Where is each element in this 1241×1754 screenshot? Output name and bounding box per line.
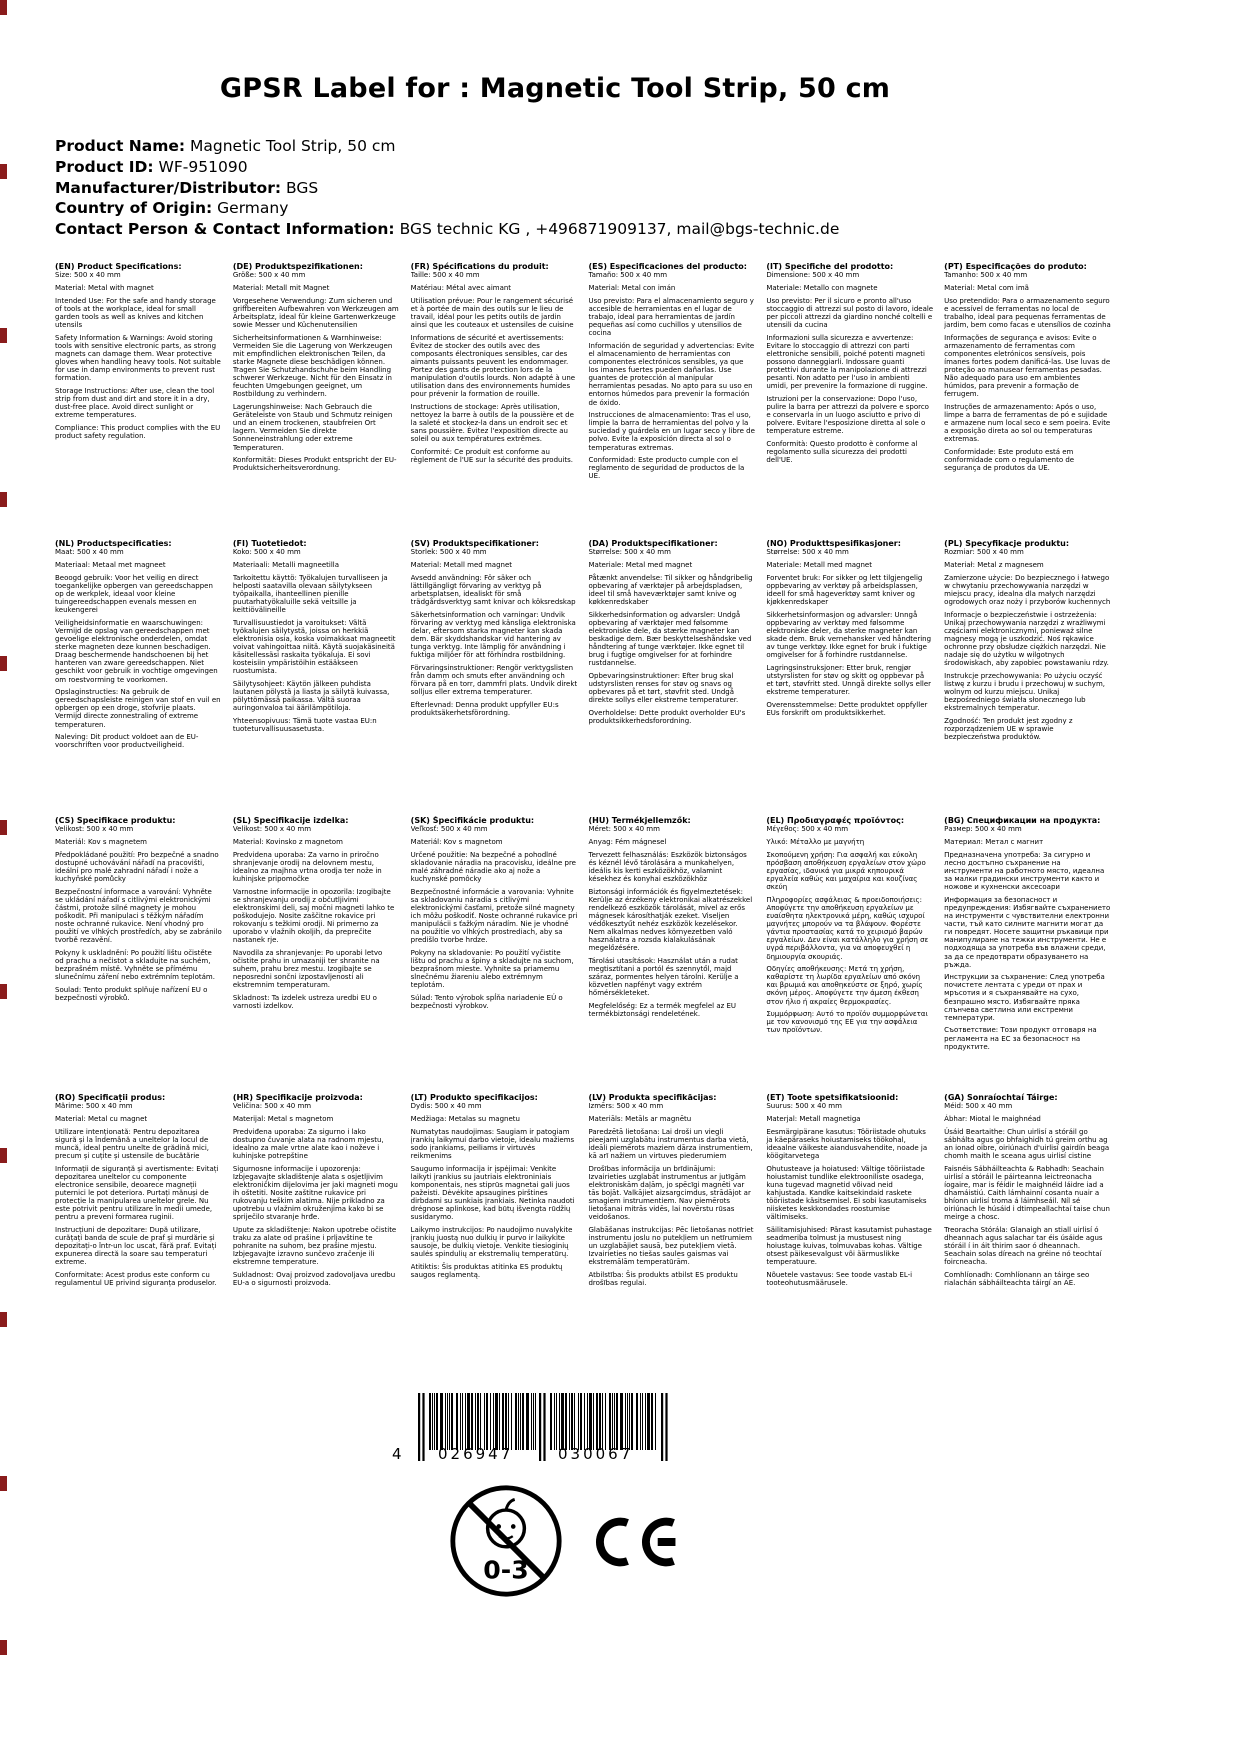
page-title: GPSR Label for : Magnetic Tool Strip, 50 cm xyxy=(219,73,891,105)
spec-paragraph: Informazioni sulla sicurezza e avvertenze: Evitare lo stoccaggio di attrezzi con parti elettroniche sensibili, poiché potenti magneti possono danneggiarli. Indossare guanti protettivi durante la manipolazione di attrezzi pesanti. Non adatto per l'uso in ambienti umidi, per prevenire la formazione di ruggine. xyxy=(766,333,928,391)
spec-paragraph: Informații de siguranță și avertismente: Evitați depozitarea uneltelor cu componente electronice sensibile, deoarece magneții puternici le pot deteriora. Purtați mănuși de protecție la manipularea uneltelor grele. Nu este potrivit pentru utilizare în medii umede, pentru a preveni formarea ruginii. xyxy=(55,1164,219,1222)
spec-paragraph: Ohutusteave ja hoiatused: Vältige tööriistade hoiustamist tundlike elektrooniliste osadega, kuna tugevad magnetid võivad neid kahjustada. Kandke kaitsekindaid raskete tööriistade käsitsemisel. Ei sobi kasutamiseks niisketes keskkondades roostumise vältimiseks. xyxy=(766,1164,927,1222)
spec-paragraph: Navodila za shranjevanje: Po uporabi letvo očistite prahu in umazaniji ter shranite na suhem, prahu brez mestu. Izogibajte se neposredni sončni izpostavljenosti ali ekstremnim temperaturam. xyxy=(232,949,383,990)
spec-paragraph: Säilitamisjuhised: Pärast kasutamist puhastage seadmeriba tolmust ja mustusest ning hoiustage kuivas, tolmuvabas kohas. Vältige otsest päikesevalgust või äärmuslikke temperatuure. xyxy=(766,1226,932,1267)
spec-paragraph: Maat: 500 x 40 mm xyxy=(55,548,124,557)
spec-paragraph: Materiál: Kov s magnetem xyxy=(55,838,147,847)
spec-paragraph: Materiál: Kov s magnetom xyxy=(410,838,503,847)
spec-paragraph: Οδηγίες αποθήκευσης: Μετά τη χρήση, καθαρίστε τη λωρίδα εργαλείων από σκόνη και βρωμιά και αποθηκεύστε σε ξηρό, χωρίς σκόνη μέρος. Αποφύγετε την άμεση έκθεση στον ήλιο ή ακραίες θερμοκρασίες. xyxy=(766,965,923,1006)
spec-paragraph: Turvallisuustiedot ja varoitukset: Vältä työkalujen säilytystä, joissa on herkkiä elektronisia osia, koska voimakkaat magneetit voivat vahingoittaa niitä. Käytä suojakäsineitä käsitellessäsi raskaita työkaluja. Ei sovi kosteisiin ympäristöihin estääkseen ruostumista. xyxy=(232,618,396,676)
spec-block-title: (SV) Produktspecifikationer: xyxy=(410,539,539,548)
spec-block-title: (HU) Termékjellemzők: xyxy=(588,816,691,825)
language-block xyxy=(588,262,755,539)
age-warning-0-3-icon xyxy=(448,1483,564,1599)
spec-block-title: (HR) Specifikacije proizvoda: xyxy=(232,1093,363,1102)
spec-paragraph: Предназначена употреба: За сигурно и лесно достъпно съхранение на инструменти на работното място, идеална за малки градински инструменти както и ножове и кухненски аксесоари xyxy=(944,850,1105,892)
spec-paragraph: Treoracha Stórála: Glanaigh an stiall uirlisí ó dheannach agus salachar tar éis úsáide agus stóráil í in áit thirim saor ó dheannach. Seachain solas díreach na gréine nó teochtaí foircneacha. xyxy=(944,1226,1103,1267)
spec-paragraph: Conformitate: Acest produs este conform cu regulamentul UE privind siguranța produselor. xyxy=(55,1271,217,1288)
spec-paragraph: Tárolási utasítások: Használat után a rudat megtisztítani a portól és szennytől, majd száraz, pormentes helyen tárolni. Kerülje a közvetlen napfényt vagy extrém hőmérsékleteket. xyxy=(588,957,739,998)
spec-block-body xyxy=(233,271,400,472)
spec-paragraph: Predvidena uporaba: Za varno in priročno shranjevanje orodij na delovnem mestu, idealno za majhna vrtna orodja ter nože in kuhinjske pripomočke xyxy=(232,850,382,884)
spec-paragraph: Biztonsági információk és figyelmeztetések: Kerülje az érzékeny elektronikai alkatrészekkel rendelkező eszközök tárolását, mivel az erős mágnesek károsíthatják ezeket. Viseljen védőkesztyűt nehéz eszközök kezelésekor. Nem alkalmas nedves környezetben való használatra a rozsda kialakulásának megelőzésére. xyxy=(588,887,753,953)
language-block xyxy=(55,1093,222,1370)
product-info xyxy=(55,136,839,240)
product-id-value: WF-951090 xyxy=(158,157,248,176)
spec-block-body xyxy=(944,548,1111,741)
spec-paragraph: Rozmiar: 500 x 40 mm xyxy=(944,548,1024,557)
spec-paragraph: Forventet bruk: For sikker og lett tilgjengelig oppbevaring av verktøy på arbeidsplassen, ideell for små hageverktøy samt kniver og kjøkkenredskaper xyxy=(766,573,923,607)
language-block xyxy=(766,816,933,1093)
product-id-row xyxy=(55,157,839,178)
language-block xyxy=(944,262,1111,539)
spec-block-title: (LV) Produkta specifikācijas: xyxy=(588,1093,717,1102)
spec-paragraph: Información de seguridad y advertencias: Evite el almacenamiento de herramientas con componentes electrónicos sensibles, ya que los imanes fuertes pueden dañarlas. Use guantes de protección al manipular herramientas pesadas. No apto para su uso en entornos húmedos para prevenir la formación de óxido. xyxy=(588,341,755,407)
spec-block-title: (EL) Προδιαγραφές προϊόντος: xyxy=(766,816,905,825)
contact-label: Contact Person & Contact Information: xyxy=(55,220,395,239)
spec-block-title: (SK) Špecifikácie produktu: xyxy=(410,816,535,825)
spec-paragraph: Compliance: This product complies with the EU product safety regulation. xyxy=(55,423,221,440)
spec-paragraph: Laikymo instrukcijos: Po naudojimo nuvalykite įrankių juostą nuo dulkių ir purvo ir laikykite sausoje, be dulkių vietoje. Venkite tiesioginių saulės spindulių ar ekstremalių temperatūrų. xyxy=(410,1226,573,1259)
spec-paragraph: Lagringsinstruksjoner: Etter bruk, rengjør utstyrslisten for støv og skitt og oppbevar på et tørt, støvfritt sted. Unngå direkte sollys eller ekstreme temperaturer. xyxy=(766,663,932,697)
spec-paragraph: Conformité: Ce produit est conforme au règlement de l'UE sur la sécurité des produits. xyxy=(410,448,574,465)
spec-paragraph: Overensstemmelse: Dette produktet oppfyller EUs forskrift om produktsikkerhet. xyxy=(766,700,928,717)
spec-block-body xyxy=(766,825,933,1034)
spec-paragraph: Soulad: Tento produkt splňuje nařízení EU o bezpečnosti výrobků. xyxy=(55,985,208,1003)
spec-paragraph: Opbevaringsinstruktioner: Efter brug skal udstyrslisten renses for støv og snavs og opbevares på et tørt, støvfrit sted. Undgå direkte sollys eller ekstreme temperaturer. xyxy=(588,672,739,705)
spec-block-title: (IT) Specifiche del prodotto: xyxy=(766,262,894,271)
language-block xyxy=(233,262,400,539)
barcode xyxy=(392,1393,692,1473)
spec-paragraph: Material: Metall mit Magnet xyxy=(232,284,330,293)
spec-paragraph: Информация за безопасност и предупреждения: Избягвайте съхранението на инструменти с чувствителни електронни части, тъй като силните магнити могат да ги повредят. Носете защитни ръкавици при манипулиране на тежки инструменти. Не е подходяща за употреба във влажни среди, за да се предотврати образуването на ръжда. xyxy=(944,895,1111,969)
spec-paragraph: Eesmärgipärane kasutus: Tööriistade ohutuks ja käepäraseks hoiustamiseks töökohal, ideaalne väikeste aiandusvahendite, noade ja köögitarvetega xyxy=(766,1127,928,1161)
spec-block-body xyxy=(55,548,222,749)
spec-paragraph: Uso previsto: Para el almacenamiento seguro y accesible de herramientas en el lugar de trabajo, ideal para herramientas de jardín pequeñas así como cuchillos y utensilios de cocina xyxy=(588,296,754,338)
spec-paragraph: Beoogd gebruik: Voor het veilig en direct toegankelijke opbergen van gereedschappen op de werkplek, ideaal voor kleine tuingereedschappen evenals messen en keukengerei xyxy=(55,573,213,615)
spec-paragraph: Varnostne informacije in opozorila: Izogibajte se shranjevanju orodij z občutljivimi elektronskimi deli, saj močni magneti lahko te poškodujejo. Nosite zaščitne rokavice pri rokovanju s težkimi orodji. Ni primerno za uporabo v vlažnih okoljih, da preprečite nastanek rje. xyxy=(232,887,395,945)
spec-paragraph: Размер: 500 x 40 mm xyxy=(944,825,1022,834)
spec-paragraph: Koko: 500 x 40 mm xyxy=(232,548,301,557)
spec-paragraph: Instruções de armazenamento: Após o uso, limpe a barra de ferramentas de pó e sujidade e armazene num local seco e sem poeira. Evite a exposição direta ao sol ou temperaturas extremas. xyxy=(944,403,1111,444)
spec-paragraph: Sukladnost: Ovaj proizvod zadovoljava uredbu EU-a o sigurnosti proizvoda. xyxy=(232,1271,396,1288)
spec-paragraph: Súlad: Tento výrobok spĺňa nariadenie EÚ o bezpečnosti výrobkov. xyxy=(410,994,563,1011)
spec-paragraph: Størrelse: 500 x 40 mm xyxy=(766,548,849,557)
spec-paragraph: Faisnéis Sábháilteachta & Rabhadh: Seachain uirlisí a stóráil le páirteanna leictreonacha íogaire, mar is féidir le maighnéid láidre iad a dhamáistiú. Caith lámhainní cosanta nuair a bhíonn uirlisí troma á láimhseáil. Níl sé oiriúnach le húsáid i dtimpeallachtaí taise chun meirge a chosc. xyxy=(944,1164,1110,1222)
left-edge-registration-marks xyxy=(0,0,7,1754)
spec-paragraph: Förvaringsinstruktioner: Rengör verktygslisten från damm och smuts efter användning och förvara på en torr, dammfri plats. Undvik direkt solljus eller extrema temperaturer. xyxy=(410,663,578,697)
spec-block-body xyxy=(411,548,578,717)
spec-paragraph: Dydis: 500 x 40 mm xyxy=(410,1102,482,1111)
spec-paragraph: Bezpečnostní informace a varování: Vyhněte se ukládání nářadí s citlivými elektronickými částmi, protože silné magnety je mohou poškodit. Při manipulaci s těžkým nářadím noste ochranné rukavice. Není vhodný pro použití ve vlhkých prostředích, aby se zabránilo tvorbě rezavění. xyxy=(55,887,222,945)
spec-block-title: (FI) Tuotetiedot: xyxy=(232,539,307,548)
product-name-label: Product Name: xyxy=(55,137,186,155)
spec-paragraph: Ábhar: Miotal le maighnéad xyxy=(944,1115,1041,1124)
spec-paragraph: Material: Metal cu magnet xyxy=(55,1115,148,1124)
spec-block-body xyxy=(588,825,755,1018)
spec-paragraph: Velikost: 500 x 40 mm xyxy=(232,825,312,834)
spec-paragraph: Opslaginstructies: Na gebruik de gereedschapsleiste reinigen van stof en vuil en opbergen op een droge, stofvrije plaats. Vermijd directe zonnestraling of extreme temperaturen. xyxy=(55,688,221,729)
spec-paragraph: Paredzētā lietošana: Lai droši un viegli pieejami uzglabātu instrumentus darba vietā, ideāli piemērots maziem dārza instrumentiem, kā arī nažiem un virtuves piederumiem xyxy=(588,1127,753,1161)
language-block xyxy=(55,539,222,816)
spec-paragraph: Σκοπούμενη χρήση: Για ασφαλή και εύκολη πρόσβαση αποθήκευση εργαλείων στον χώρο εργασίας, ιδανικά για μικρά κηπουρικά εργαλεία καθώς και μαχαίρια και κουζίνας σκεύη xyxy=(766,850,926,892)
spec-paragraph: Säilytysohjeet: Käytön jälkeen puhdista lautanen pölystä ja liasta ja säilytä kuivassa, pölyttömässä paikassa. Vältä suoraa auringonvaloa tai äärilämpötiloja. xyxy=(232,680,390,713)
spec-paragraph: Μέγεθος: 500 x 40 mm xyxy=(766,825,849,834)
spec-paragraph: Glabāšanas instrukcijas: Pēc lietošanas notīriet instrumentu joslu no putekļiem un netīrumiem un uzglabājiet sausā, bez putekļiem vietā. Izvairieties no tiešas saules gaismas vai ekstremālām temperatūrām. xyxy=(588,1226,754,1267)
spec-paragraph: Intended Use: For the safe and handy storage of tools at the workplace, ideal for small garden tools as well as knives and kitchen utensils xyxy=(55,296,216,330)
age-warning-text: 0-3 xyxy=(483,1555,529,1585)
spec-paragraph: Předpokládané použití: Pro bezpečné a snadno dostupné uchovávání nářadí na pracovišti, ideální pro malé zahradní nářadí i nože a kuchyňské pomůcky xyxy=(55,850,219,884)
spec-paragraph: Materjal: Metall magnetiga xyxy=(766,1115,861,1124)
spec-paragraph: Инструкции за съхранение: След употреба почистете лентата с уреди от прах и мръсотия и я съхранявайте на сухо, безпрашно място. Избягвайте пряка слънчева светлина или екстремни температури. xyxy=(944,973,1105,1022)
spec-block-body xyxy=(411,271,578,464)
spec-paragraph: Material: Metal com imã xyxy=(944,284,1029,293)
spec-paragraph: Atbilstība: Šis produkts atbilst ES produktu drošības regulai. xyxy=(588,1271,738,1288)
spec-paragraph: Anyag: Fém mágnesel xyxy=(588,838,667,847)
spec-paragraph: Sicherheitsinformationen & Warnhinweise: Vermeiden Sie die Lagerung von Werkzeugen mit empfindlichen elektronischen Teilen, da starke Magnete diese beschädigen können. Tragen Sie Schutzhandschuhe beim Handling schwerer Werkzeuge. Nicht für den Einsatz in feuchten Umgebungen geeignet, um Rostbildung zu verhindern. xyxy=(232,333,393,399)
language-block xyxy=(944,816,1111,1093)
spec-paragraph: Veľkosť: 500 x 40 mm xyxy=(410,825,488,834)
spec-paragraph: Pokyny k uskladnění: Po použití lištu očistěte od prachu a nečistot a skladujte na suchém, bezprašném místě. Vyhněte se přímému slunečnímu záření nebo extrémním teplotám. xyxy=(55,949,215,982)
spec-paragraph: Yhteensopivuus: Tämä tuote vastaa EU:n tuoteturvallisuusasetusta. xyxy=(232,717,377,734)
spec-paragraph: Instrucciones de almacenamiento: Tras el uso, limpie la barra de herramientas del polvo y la suciedad y guárdela en un lugar seco y libre de polvo. Evite la exposición directa al sol o temperaturas extremas. xyxy=(588,411,755,452)
contact-value: BGS technic KG , +496871909137, mail@bgs-technic.de xyxy=(399,220,840,239)
product-id-label: Product ID: xyxy=(55,157,154,176)
language-block xyxy=(55,262,222,539)
spec-paragraph: Materiale: Metal med magnet xyxy=(588,561,693,570)
spec-paragraph: Istruzioni per la conservazione: Dopo l'uso, pulire la barra per attrezzi da polvere e sporco e conservarla in un luogo asciutto e privo di polvere. Evitare l'esposizione diretta al sole o temperature estreme. xyxy=(766,395,929,436)
spec-paragraph: Material: Metal with magnet xyxy=(55,284,154,293)
spec-block-title: (DE) Produktspezifikationen: xyxy=(232,262,363,271)
spec-block-title: (NL) Productspecificaties: xyxy=(55,539,172,548)
language-block xyxy=(766,262,933,539)
spec-paragraph: Tamaño: 500 x 40 mm xyxy=(588,271,668,280)
spec-paragraph: Safety Information & Warnings: Avoid storing tools with sensitive electronic parts, as strong magnets can damage them. Wear protective gloves when handling heavy tools. Not suitable for use in damp environments to prevent rust formation. xyxy=(55,333,221,383)
spec-block-title: (CS) Specifikace produktu: xyxy=(55,816,176,825)
spec-paragraph: Méret: 500 x 40 mm xyxy=(588,825,660,834)
spec-paragraph: Uso previsto: Per il sicuro e pronto all'uso stoccaggio di attrezzi sul posto di lavoro, ideale per piccoli attrezzi da giardino nonché coltelli e utensili da cucina xyxy=(766,296,934,330)
language-block xyxy=(944,539,1111,816)
language-grid xyxy=(55,262,1111,1370)
spec-paragraph: Sikkerhetsinformasjon og advarsler: Unngå oppbevaring av verktøy med følsomme elektroniske deler, da sterke magneter kan skade dem. Bruk vernehansker ved håndtering av tunge verktøy. Ikke egnet for bruk i fuktige omgivelser for å forhindre rustdannelse. xyxy=(766,610,932,660)
spec-paragraph: Material: Kovinsko z magnetom xyxy=(232,838,343,847)
spec-block-body xyxy=(766,1102,933,1287)
language-block xyxy=(944,1093,1111,1370)
spec-paragraph: Izmērs: 500 x 40 mm xyxy=(588,1102,664,1111)
manufacturer-row xyxy=(55,178,839,199)
product-name-row xyxy=(55,136,839,157)
origin-row xyxy=(55,198,839,219)
spec-paragraph: Utilisation prévue: Pour le rangement sécurisé et à portée de main des outils sur le lieu de travail, idéal pour les petits outils de jardin ainsi que les couteaux et ustensiles de cuisine xyxy=(410,296,574,330)
spec-block-body xyxy=(55,825,222,1002)
spec-paragraph: Størrelse: 500 x 40 mm xyxy=(588,548,671,557)
barcode-group1: 026947 xyxy=(438,1445,514,1463)
spec-paragraph: Comhlíonadh: Comhlíonann an táirge seo rialachán sábháilteachta táirgí an AE. xyxy=(944,1271,1090,1288)
spec-paragraph: Veiligheidsinformatie en waarschuwingen: Vermijd de opslag van gereedschappen met gevoelige elektronische onderdelen, omdat sterke magneten deze kunnen beschadigen. Draag beschermende handschoenen bij het hanteren van zware gereedschappen. Niet geschikt voor gebruik in vochtige omgevingen om roestvorming te voorkomen. xyxy=(55,618,218,684)
spec-paragraph: Zamierzone użycie: Do bezpiecznego i łatwego w chwytaniu przechowywania narzędzi w miejscu pracy, idealna dla małych narzędzi ogrodowych oraz noży i przyborów kuchennych xyxy=(944,573,1111,607)
spec-paragraph: Materiale: Metall med magnet xyxy=(766,561,872,570)
spec-paragraph: Säkerhetsinformation och varningar: Undvik förvaring av verktyg med känsliga elektroniska delar, eftersom starka magneter kan skada dem. Bär skyddshandskar vid hantering av tunga verktyg. Inte lämplig för användning i fuktiga miljöer för att förhindra rostbildning. xyxy=(410,610,576,660)
spec-paragraph: Πληροφορίες ασφάλειας & προειδοποιήσεις: Αποφύγετε την αποθήκευση εργαλείων με ευαίσθητα ηλεκτρονικά μέρη, καθώς ισχυροί μαγνήτες μπορούν να τα βλάψουν. Φορέστε γάντια προστασίας κατά το χειρισμό βαρών εργαλείων. Δεν είναι κατάλληλο για χρήση σε υγρά περιβάλλοντα, για να αποφευχθεί η δημιουργία σκουριάς. xyxy=(766,895,929,961)
spec-paragraph: Υλικό: Μέταλλο με μαγνήτη xyxy=(766,838,865,847)
spec-paragraph: Storage Instructions: After use, clean the tool strip from dust and dirt and store it in a dry, dust-free place. Avoid direct sunlight or extreme temperatures. xyxy=(55,386,215,420)
spec-block-body xyxy=(766,548,933,717)
spec-paragraph: Materiaal: Metaal met magneet xyxy=(55,561,166,570)
spec-paragraph: Материал: Метал с магнит xyxy=(944,838,1044,847)
language-block xyxy=(588,1093,755,1370)
spec-paragraph: Pokyny na skladovanie: Po použití vyčistite lištu od prachu a špiny a skladujte na suchom, bezprašnom mieste. Vyhnite sa priamemu slnečnému žiareniu alebo extrémnym teplotám. xyxy=(410,949,574,990)
spec-paragraph: Veličina: 500 x 40 mm xyxy=(232,1102,312,1111)
spec-paragraph: Lagerungshinweise: Nach Gebrauch die Geräteleiste von Staub und Schmutz reinigen und an einem trockenen, staubfreien Ort lagern. Vermeiden Sie direkte Sonneneinstrahlung oder extreme Temperaturen. xyxy=(232,403,393,452)
spec-paragraph: Sigurnosne informacije i upozorenja: Izbjegavajte skladištenje alata s osjetljivim elektroničkim dijelovima jer jaki magneti mogu ih oštetiti. Nosite zaštitne rukavice pri rukovanju teškim alatima. Nije prikladno za upotrebu u vlažnim okruženjima kako bi se spriječilo stvaranje hrđe. xyxy=(232,1164,398,1222)
spec-paragraph: Informations de sécurité et avertissements: Évitez de stocker des outils avec des composants électroniques sensibles, car des aimants puissants peuvent les endommager. Portez des gants de protection lors de la manipulation d'outils lourds. Non adapté à une utilisation dans des environnements humides pour prévenir la formation de rouille. xyxy=(410,333,576,399)
spec-paragraph: Tarkoitettu käyttö: Työkalujen turvalliseen ja helposti saatavilla olevaan säilytykseen työpaikalla, ihanteellinen pienille puutarhatyökaluille sekä veitsille ja keittiövälineille xyxy=(232,573,388,615)
spec-paragraph: Zgodność: Ten produkt jest zgodny z rozporządzeniem UE w sprawie bezpieczeństwa produktów. xyxy=(944,717,1073,742)
language-block xyxy=(588,816,755,1093)
spec-paragraph: Informações de segurança e avisos: Evite o armazenamento de ferramentas com componentes eletrónicos sensíveis, pois ímanes fortes podem danificá-las. Use luvas de proteção ao manusear ferramentas pesadas. Não adequado para uso em ambientes húmidos, para prevenir a formação de ferrugem. xyxy=(944,333,1111,399)
spec-block-title: (SL) Specifikacije izdelka: xyxy=(232,816,349,825)
spec-paragraph: Uso pretendido: Para o armazenamento seguro e acessível de ferramentas no local de trabalho, ideal para pequenas ferramentas de jardim, bem como facas e utensílios de cozinha xyxy=(944,296,1111,330)
spec-block-body xyxy=(233,825,400,1010)
spec-block-body xyxy=(588,271,755,480)
spec-block-title: (RO) Specificații produs: xyxy=(55,1093,166,1102)
spec-block-title: (GA) Sonraíochtaí Táirge: xyxy=(944,1093,1058,1102)
spec-paragraph: Drošības informācija un brīdinājumi: Izvairieties uzglabāt instrumentus ar jutīgām elektroniskām daļām, jo spēcīgi magnēti var tās bojāt. Valkājiet aizsargcimdus, strādājot ar smagiem instrumentiem. Nav piemērots lietošanai mitrās vidēs, lai novērstu rūsas veidošanos. xyxy=(588,1164,751,1222)
spec-block-body xyxy=(944,1102,1111,1287)
language-block xyxy=(55,816,222,1093)
spec-block-body xyxy=(944,825,1111,1050)
spec-block-title: (DA) Produktspecifikationer: xyxy=(588,539,718,548)
spec-paragraph: Materiał: Metal z magnesem xyxy=(944,561,1044,570)
language-block xyxy=(233,1093,400,1370)
spec-paragraph: Skladnost: Ta izdelek ustreza uredbi EU o varnosti izdelkov. xyxy=(232,994,377,1011)
spec-paragraph: Größe: 500 x 40 mm xyxy=(232,271,306,280)
origin-value: Germany xyxy=(217,199,289,218)
spec-block-title: (LT) Produkto specifikacijos: xyxy=(410,1093,538,1102)
language-block xyxy=(233,816,400,1093)
spec-paragraph: Съответствие: Този продукт отговаря на регламента на ЕС за безопасност на продуктите. xyxy=(944,1026,1097,1051)
spec-block-body xyxy=(411,1102,578,1279)
spec-block-body xyxy=(588,548,755,725)
manufacturer-label: Manufacturer/Distributor: xyxy=(55,178,282,197)
spec-paragraph: Avsedd användning: För säker och lättillgängligt förvaring av verktyg på arbetsplatsen, idealiskt för små trädgårdsverktyg samt knivar och köksredskap xyxy=(410,573,576,607)
spec-paragraph: Vorgesehene Verwendung: Zum sicheren und griffbereiten Aufbewahren von Werkzeugen am Arbeitsplatz, ideal für kleine Gartenwerkzeuge sowie Messer und Küchenutensilien xyxy=(232,296,399,330)
language-block xyxy=(588,539,755,816)
spec-paragraph: Atitiktis: Šis produktas atitinka ES produktų saugos reglamentą. xyxy=(410,1262,563,1280)
spec-paragraph: Konformität: Dieses Produkt entspricht der EU-Produktsicherheitsverordnung. xyxy=(232,456,397,473)
spec-paragraph: Tervezett felhasználás: Eszközök biztonságos és kéznél lévő tárolására a munkahelyen, ideális kis kerti eszközökhöz, valamint késekhez és konyhai eszközökhöz xyxy=(588,850,747,884)
spec-block-body xyxy=(55,271,222,440)
spec-paragraph: Predviđena uporaba: Za sigurno i lako dostupno čuvanje alata na radnom mjestu, idealno za male vrtne alate kao i noževe i kuhinjske potrepštine xyxy=(232,1127,384,1161)
language-block xyxy=(766,1093,933,1370)
spec-paragraph: Materiāls: Metāls ar magnētu xyxy=(588,1115,692,1124)
spec-paragraph: Numatytas naudojimas: Saugiam ir patogiam įrankių laikymui darbo vietoje, idealu mažiems sodo įrankiams, peiliams ir virtuvės reikmenims xyxy=(410,1127,575,1161)
spec-paragraph: Materiaali: Metalli magneetilla xyxy=(232,561,339,570)
contact-row xyxy=(55,219,839,240)
spec-block-body xyxy=(233,548,400,733)
spec-block-title: (ET) Toote spetsifikatsioonid: xyxy=(766,1093,899,1102)
spec-paragraph: Size: 500 x 40 mm xyxy=(55,271,121,280)
language-block xyxy=(411,816,578,1093)
spec-paragraph: Påtænkt anvendelse: Til sikker og håndgribelig opbevaring af værktøjer på arbejdspladsen, ideel til små haveværktøjer samt knive og køkkenredskaber xyxy=(588,573,753,607)
spec-paragraph: Taille: 500 x 40 mm xyxy=(410,271,480,280)
origin-label: Country of Origin: xyxy=(55,199,213,218)
spec-paragraph: Méid: 500 x 40 mm xyxy=(944,1102,1013,1111)
spec-paragraph: Material: Metall med magnet xyxy=(410,561,513,570)
spec-block-title: (FR) Spécifications du produit: xyxy=(410,262,549,271)
spec-paragraph: Bezpečnostné informácie a varovania: Vyhnite sa skladovaniu náradia s citlivými elektronickými časťami, pretože silné magnety ich môžu poškodiť. Noste ochranné rukavice pri manipulácii s ťažkým náradím. Nie je vhodné na použitie vo vlhkých prostrediach, aby sa predišlo tvorbe hrdze. xyxy=(410,887,578,945)
spec-paragraph: Úsáid Beartaithe: Chun uirlisí a stóráil go sábhálta agus go bhfaighidh tú greim orthu ag an ionad oibre, oiriúnach d'uirlisí gairdín beaga chomh maith le sceana agus uirlisí cistine xyxy=(944,1127,1110,1161)
spec-paragraph: Suurus: 500 x 40 mm xyxy=(766,1102,842,1111)
spec-paragraph: Overholdelse: Dette produkt overholder EU's produktsikkerhedsforordning. xyxy=(588,708,746,726)
spec-paragraph: Mărime: 500 x 40 mm xyxy=(55,1102,133,1111)
spec-block-title: (PL) Specyfikacje produktu: xyxy=(944,539,1070,548)
language-block xyxy=(233,539,400,816)
spec-paragraph: Megfelelőség: Ez a termék megfelel az EU termékbiztonsági rendeletének. xyxy=(588,1002,737,1019)
spec-block-body xyxy=(233,1102,400,1287)
spec-paragraph: Instrukcje przechowywania: Po użyciu oczyść listwę z kurzu i brudu i przechowuj w suchym, wolnym od kurzu miejscu. Unikaj bezpośredniego światła słonecznego lub ekstremalnych temperatur. xyxy=(944,672,1105,713)
spec-paragraph: Utilizare intenționată: Pentru depozitarea sigură și la îndemână a uneltelor la locul de muncă, ideal pentru unelte de grădină mici, precum și cuțite și ustensile de bucătărie xyxy=(55,1127,210,1161)
language-block xyxy=(411,539,578,816)
spec-block-title: (EN) Product Specifications: xyxy=(55,262,182,271)
spec-block-body xyxy=(766,271,933,464)
barcode-group2: 030067 xyxy=(558,1445,634,1463)
spec-paragraph: Materijal: Metal s magnetom xyxy=(232,1115,334,1124)
spec-paragraph: Conformidad: Este producto cumple con el reglamento de seguridad de productos de la UE. xyxy=(588,456,745,481)
spec-paragraph: Materiale: Metallo con magnete xyxy=(766,284,878,293)
ce-mark-icon xyxy=(592,1502,684,1582)
spec-paragraph: Nõuetele vastavus: See toode vastab EL-i tooteohutusmäärusele. xyxy=(766,1271,913,1288)
spec-paragraph: Velikost: 500 x 40 mm xyxy=(55,825,134,834)
spec-block-title: (ES) Especificaciones del producto: xyxy=(588,262,747,271)
spec-paragraph: Συμμόρφωση: Αυτό το προϊόν συμμορφώνεται με τον κανονισμό της ΕΕ για την ασφάλεια των προϊόντων. xyxy=(766,1010,928,1035)
product-name-value: Magnetic Tool Strip, 50 cm xyxy=(190,137,396,155)
spec-paragraph: Storlek: 500 x 40 mm xyxy=(410,548,487,557)
spec-paragraph: Tamanho: 500 x 40 mm xyxy=(944,271,1028,280)
spec-block-title: (BG) Спецификации на продукта: xyxy=(944,816,1101,825)
spec-paragraph: Upute za skladištenje: Nakon upotrebe očistite traku za alate od prašine i prljavštine te pohranite na suhom, bez prašine mjestu. Izbjegavajte izravno sunčevo zračenje ili ekstremne temperature. xyxy=(232,1226,397,1267)
spec-paragraph: Naleving: Dit product voldoet aan de EU-voorschriften voor productveiligheid. xyxy=(55,733,199,750)
spec-paragraph: Instructions de stockage: Après utilisation, nettoyez la barre à outils de la poussière et de la saleté et stockez-la dans un endroit sec et sans poussière. Évitez l'exposition directe au soleil ou aux températures extrêmes. xyxy=(410,403,574,444)
spec-block-body xyxy=(944,271,1111,472)
spec-paragraph: Určené použitie: Na bezpečné a pohodlné skladovanie náradia na pracovisku, ideálne pre malé záhradné náradie ako aj nože a kuchynské pomôcky xyxy=(410,850,576,884)
spec-paragraph: Instrucțiuni de depozitare: După utilizare, curățați banda de scule de praf și murdărie și depozitați-o într-un loc uscat, fără praf. Evitați expunerea directă la soare sau temperaturi extreme. xyxy=(55,1226,217,1267)
spec-block-title: (NO) Produkttspesifikasjoner: xyxy=(766,539,901,548)
spec-paragraph: Efterlevnad: Denna produkt uppfyller EU:s produktsäkerhetsförordning. xyxy=(410,700,559,717)
spec-block-body xyxy=(588,1102,755,1287)
spec-paragraph: Matériau: Métal avec aimant xyxy=(410,284,512,293)
spec-block-title: (PT) Especificações do produto: xyxy=(944,262,1087,271)
spec-paragraph: Sikkerhedsinformation og advarsler: Undgå opbevaring af værktøjer med følsomme elektroniske dele, da stærke magneter kan beskadige dem. Bær beskyttelseshåndske ved håndtering af tunge værktøjer. Ikke egnet til brug i fugtige omgivelser for at forhindre rustdannelse. xyxy=(588,610,752,668)
manufacturer-value: BGS xyxy=(286,178,319,197)
language-block xyxy=(411,262,578,539)
spec-paragraph: Dimensione: 500 x 40 mm xyxy=(766,271,860,280)
spec-paragraph: Conformidade: Este produto está em conformidade com o regulamento de segurança de produtos da UE. xyxy=(944,448,1075,473)
spec-paragraph: Saugumo informacija ir įspėjimai: Venkite laikyti įrankius su jautriais elektroniniais komponentais, nes stiprūs magnetai gali juos pažeisti. Dėvėkite apsaugines pirštines dirbdami su sunkiais įrankiais. Netinka naudoti drėgnose aplinkose, kad būtų išvengta rūdžių susidarymo. xyxy=(410,1164,575,1222)
barcode-prefix-digit: 4 xyxy=(392,1445,402,1463)
spec-paragraph: Informacje o bezpieczeństwie i ostrzeżenia: Unikaj przechowywania narzędzi z wrażliwymi częściami elektronicznymi, ponieważ silne magnesy mogą je uszkodzić. Noś rękawice ochronne przy obsłudze ciężkich narzędzi. Nie nadaje się do użytku w wilgotnych środowiskach, aby zapobiec powstawaniu rdzy. xyxy=(944,610,1109,668)
spec-block-body xyxy=(55,1102,222,1287)
language-block xyxy=(411,1093,578,1370)
language-block xyxy=(766,539,933,816)
spec-paragraph: Conformità: Questo prodotto è conforme al regolamento sulla sicurezza dei prodotti dell'UE. xyxy=(766,440,918,465)
spec-block-body xyxy=(411,825,578,1010)
spec-paragraph: Medžiaga: Metalas su magnetu xyxy=(410,1115,520,1124)
spec-paragraph: Material: Metal con imán xyxy=(588,284,676,293)
